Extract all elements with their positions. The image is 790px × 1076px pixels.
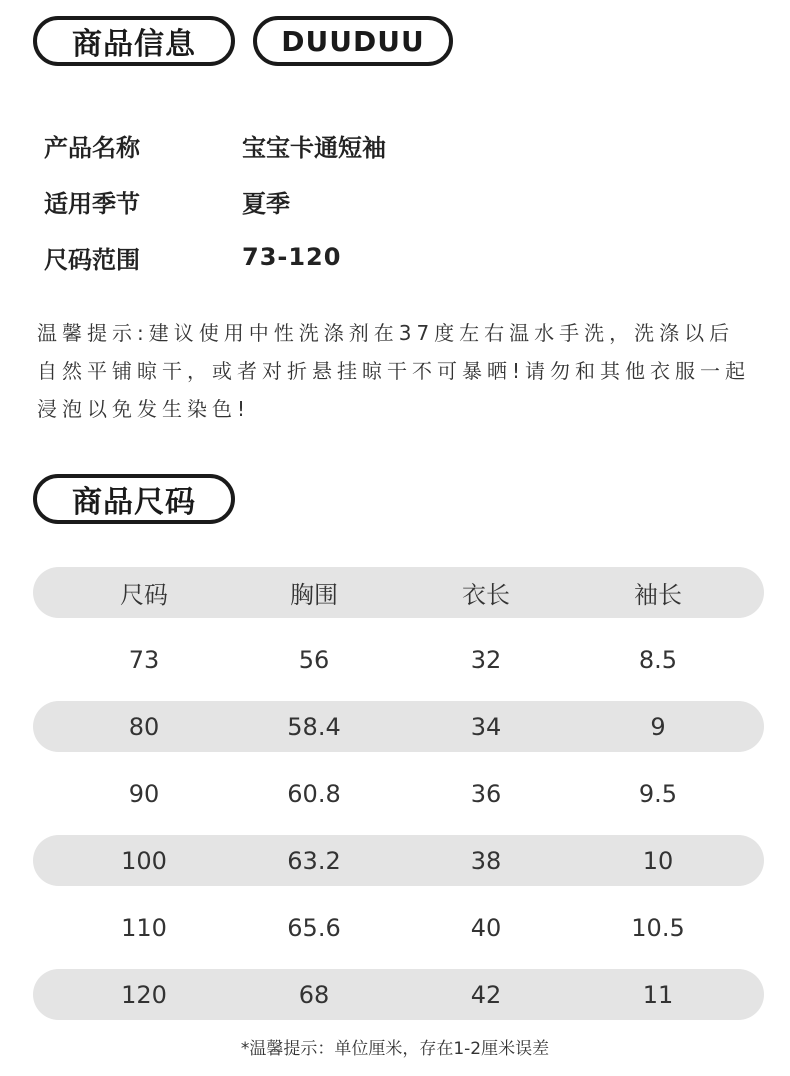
table-cell: 80 <box>128 712 160 741</box>
table-row <box>33 835 764 886</box>
table-cell: 65.6 <box>287 913 341 942</box>
table-cell: 68 <box>298 980 330 1009</box>
table-cell: 73 <box>128 645 160 674</box>
table-cell: 36 <box>470 779 502 808</box>
table-cell: 56 <box>298 645 330 674</box>
care-tip-text: 温馨提示:建议使用中性洗涤剂在37度左右温水手洗，洗涤以后自然平铺晾干，或者对折悬挂晾干不可暴晒!请勿和其他衣服一起浸泡以免发生染色! <box>37 321 751 421</box>
table-header-cell: 尺码 <box>120 581 168 609</box>
table-row <box>33 768 764 819</box>
table-header-cell: 袖长 <box>634 581 682 609</box>
brand-logo: DUUDUU <box>253 16 453 66</box>
info-value: 73-120 <box>242 243 342 271</box>
table-cell: 60.8 <box>287 779 341 808</box>
table-cell: 100 <box>121 846 167 875</box>
info-label: 产品名称 <box>44 133 140 162</box>
table-row <box>33 902 764 953</box>
table-header-row <box>33 567 764 618</box>
table-cell: 9 <box>650 712 666 741</box>
info-value: 夏季 <box>242 189 290 218</box>
info-value: 宝宝卡通短袖 <box>242 133 386 162</box>
table-cell: 11 <box>642 980 674 1009</box>
table-cell: 8.5 <box>638 645 678 674</box>
table-row <box>33 634 764 685</box>
table-header-cell: 衣长 <box>462 581 510 609</box>
unit-footnote: *温馨提示：单位厘米，存在1-2厘米误差 <box>240 1039 550 1059</box>
info-label: 适用季节 <box>44 189 140 218</box>
table-cell: 34 <box>470 712 502 741</box>
table-cell: 40 <box>470 913 502 942</box>
size-table <box>33 567 764 1036</box>
table-cell: 10 <box>642 846 674 875</box>
table-cell: 63.2 <box>287 846 341 875</box>
table-cell: 90 <box>128 779 160 808</box>
table-row <box>33 969 764 1020</box>
table-cell: 32 <box>470 645 502 674</box>
table-row <box>33 701 764 752</box>
table-cell: 38 <box>470 846 502 875</box>
table-header-cell: 胸围 <box>290 581 338 609</box>
section-title-product-info: 商品信息 <box>33 16 235 66</box>
table-cell: 58.4 <box>287 712 341 741</box>
info-label: 尺码范围 <box>44 245 140 274</box>
section-title-product-size: 商品尺码 <box>33 474 235 524</box>
table-cell: 120 <box>121 980 167 1009</box>
info-row-season <box>44 184 290 218</box>
table-cell: 10.5 <box>631 913 685 942</box>
table-cell: 110 <box>121 913 167 942</box>
info-row-product-name <box>44 128 386 162</box>
table-cell: 9.5 <box>638 779 678 808</box>
info-row-size-range <box>44 240 341 274</box>
table-cell: 42 <box>470 980 502 1009</box>
